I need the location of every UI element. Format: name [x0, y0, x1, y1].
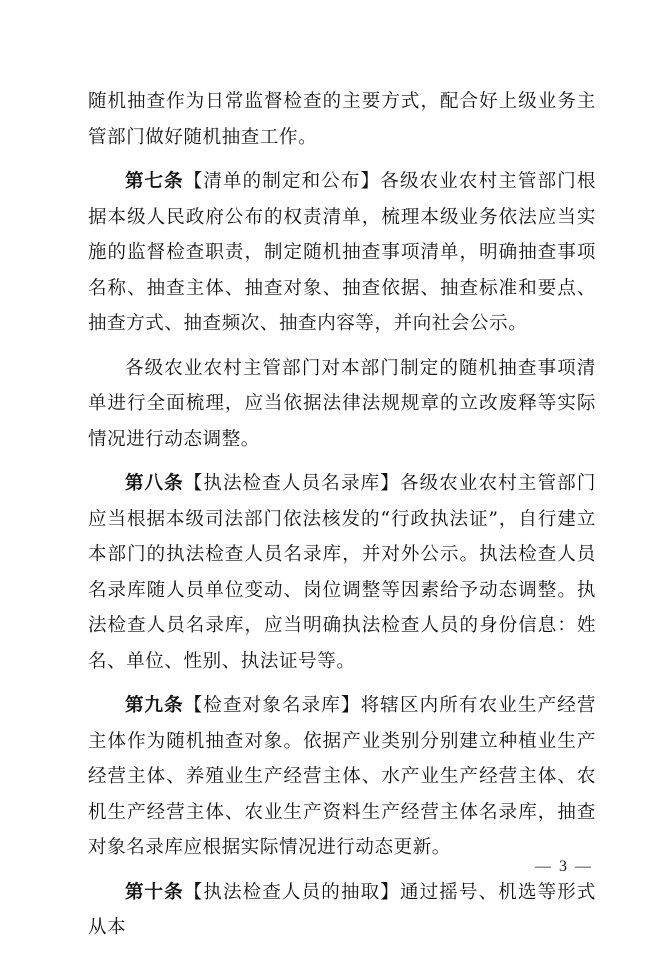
- article-heading: 第九条: [125, 695, 184, 716]
- article-8: [88, 466, 596, 679]
- article-heading: 第七条: [125, 171, 184, 192]
- article-10: [88, 875, 596, 946]
- paragraph-text: 【清单的制定和公布】各级农业农村主管部门根据本级人民政府公布的权责清单，梳理本级业务依法应当实施的监督检查职责，制定随机抽查事项清单，明确抽查事项名称、抽查主体、抽查对象、抽查依据、抽查标准和要点、抽查方式、抽查频次、抽查内容等，并向社会公示。: [88, 171, 596, 334]
- paragraph-text: 【检查对象名录库】将辖区内所有农业生产经营主体作为随机抽查对象。依据产业类别分别建立种植业生产经营主体、养殖业生产经营主体、水产业生产经营主体、农机生产经营主体、农业生产资料生产经营主体名录库，抽查对象名录库应根据实际情况进行动态更新。: [88, 695, 596, 858]
- paragraph-text: 【执法检查人员的抽取】通过摇号、机选等形式从本: [88, 881, 596, 938]
- article-7-paragraph-2: [88, 351, 596, 458]
- article-heading: 第十条: [125, 881, 184, 903]
- article-7: [88, 164, 596, 342]
- page-number: — 3 —: [535, 858, 593, 875]
- document-body: [88, 84, 596, 955]
- article-heading: 第八条: [125, 473, 184, 494]
- paragraph-text: 各级农业农村主管部门对本部门制定的随机抽查事项清单进行全面梳理，应当依据法律法规规章的立改废释等实际情况进行动态调整。: [88, 357, 596, 450]
- paragraph-text: 【执法检查人员名录库】各级农业农村主管部门应当根据本级司法部门依法核发的“行政执法证”，自行建立本部门的执法检查人员名录库，并对外公示。执法检查人员名录库随人员单位变动、岗位调整等因素给予动态调整。执法检查人员名录库，应当明确执法检查人员的身份信息：姓名、单位、性别、执法证号等。: [88, 473, 596, 672]
- paragraph-continuation: [88, 84, 596, 155]
- article-9: [88, 688, 596, 866]
- paragraph-text: 随机抽查作为日常监督检查的主要方式，配合好上级业务主管部门做好随机抽查工作。: [88, 91, 596, 148]
